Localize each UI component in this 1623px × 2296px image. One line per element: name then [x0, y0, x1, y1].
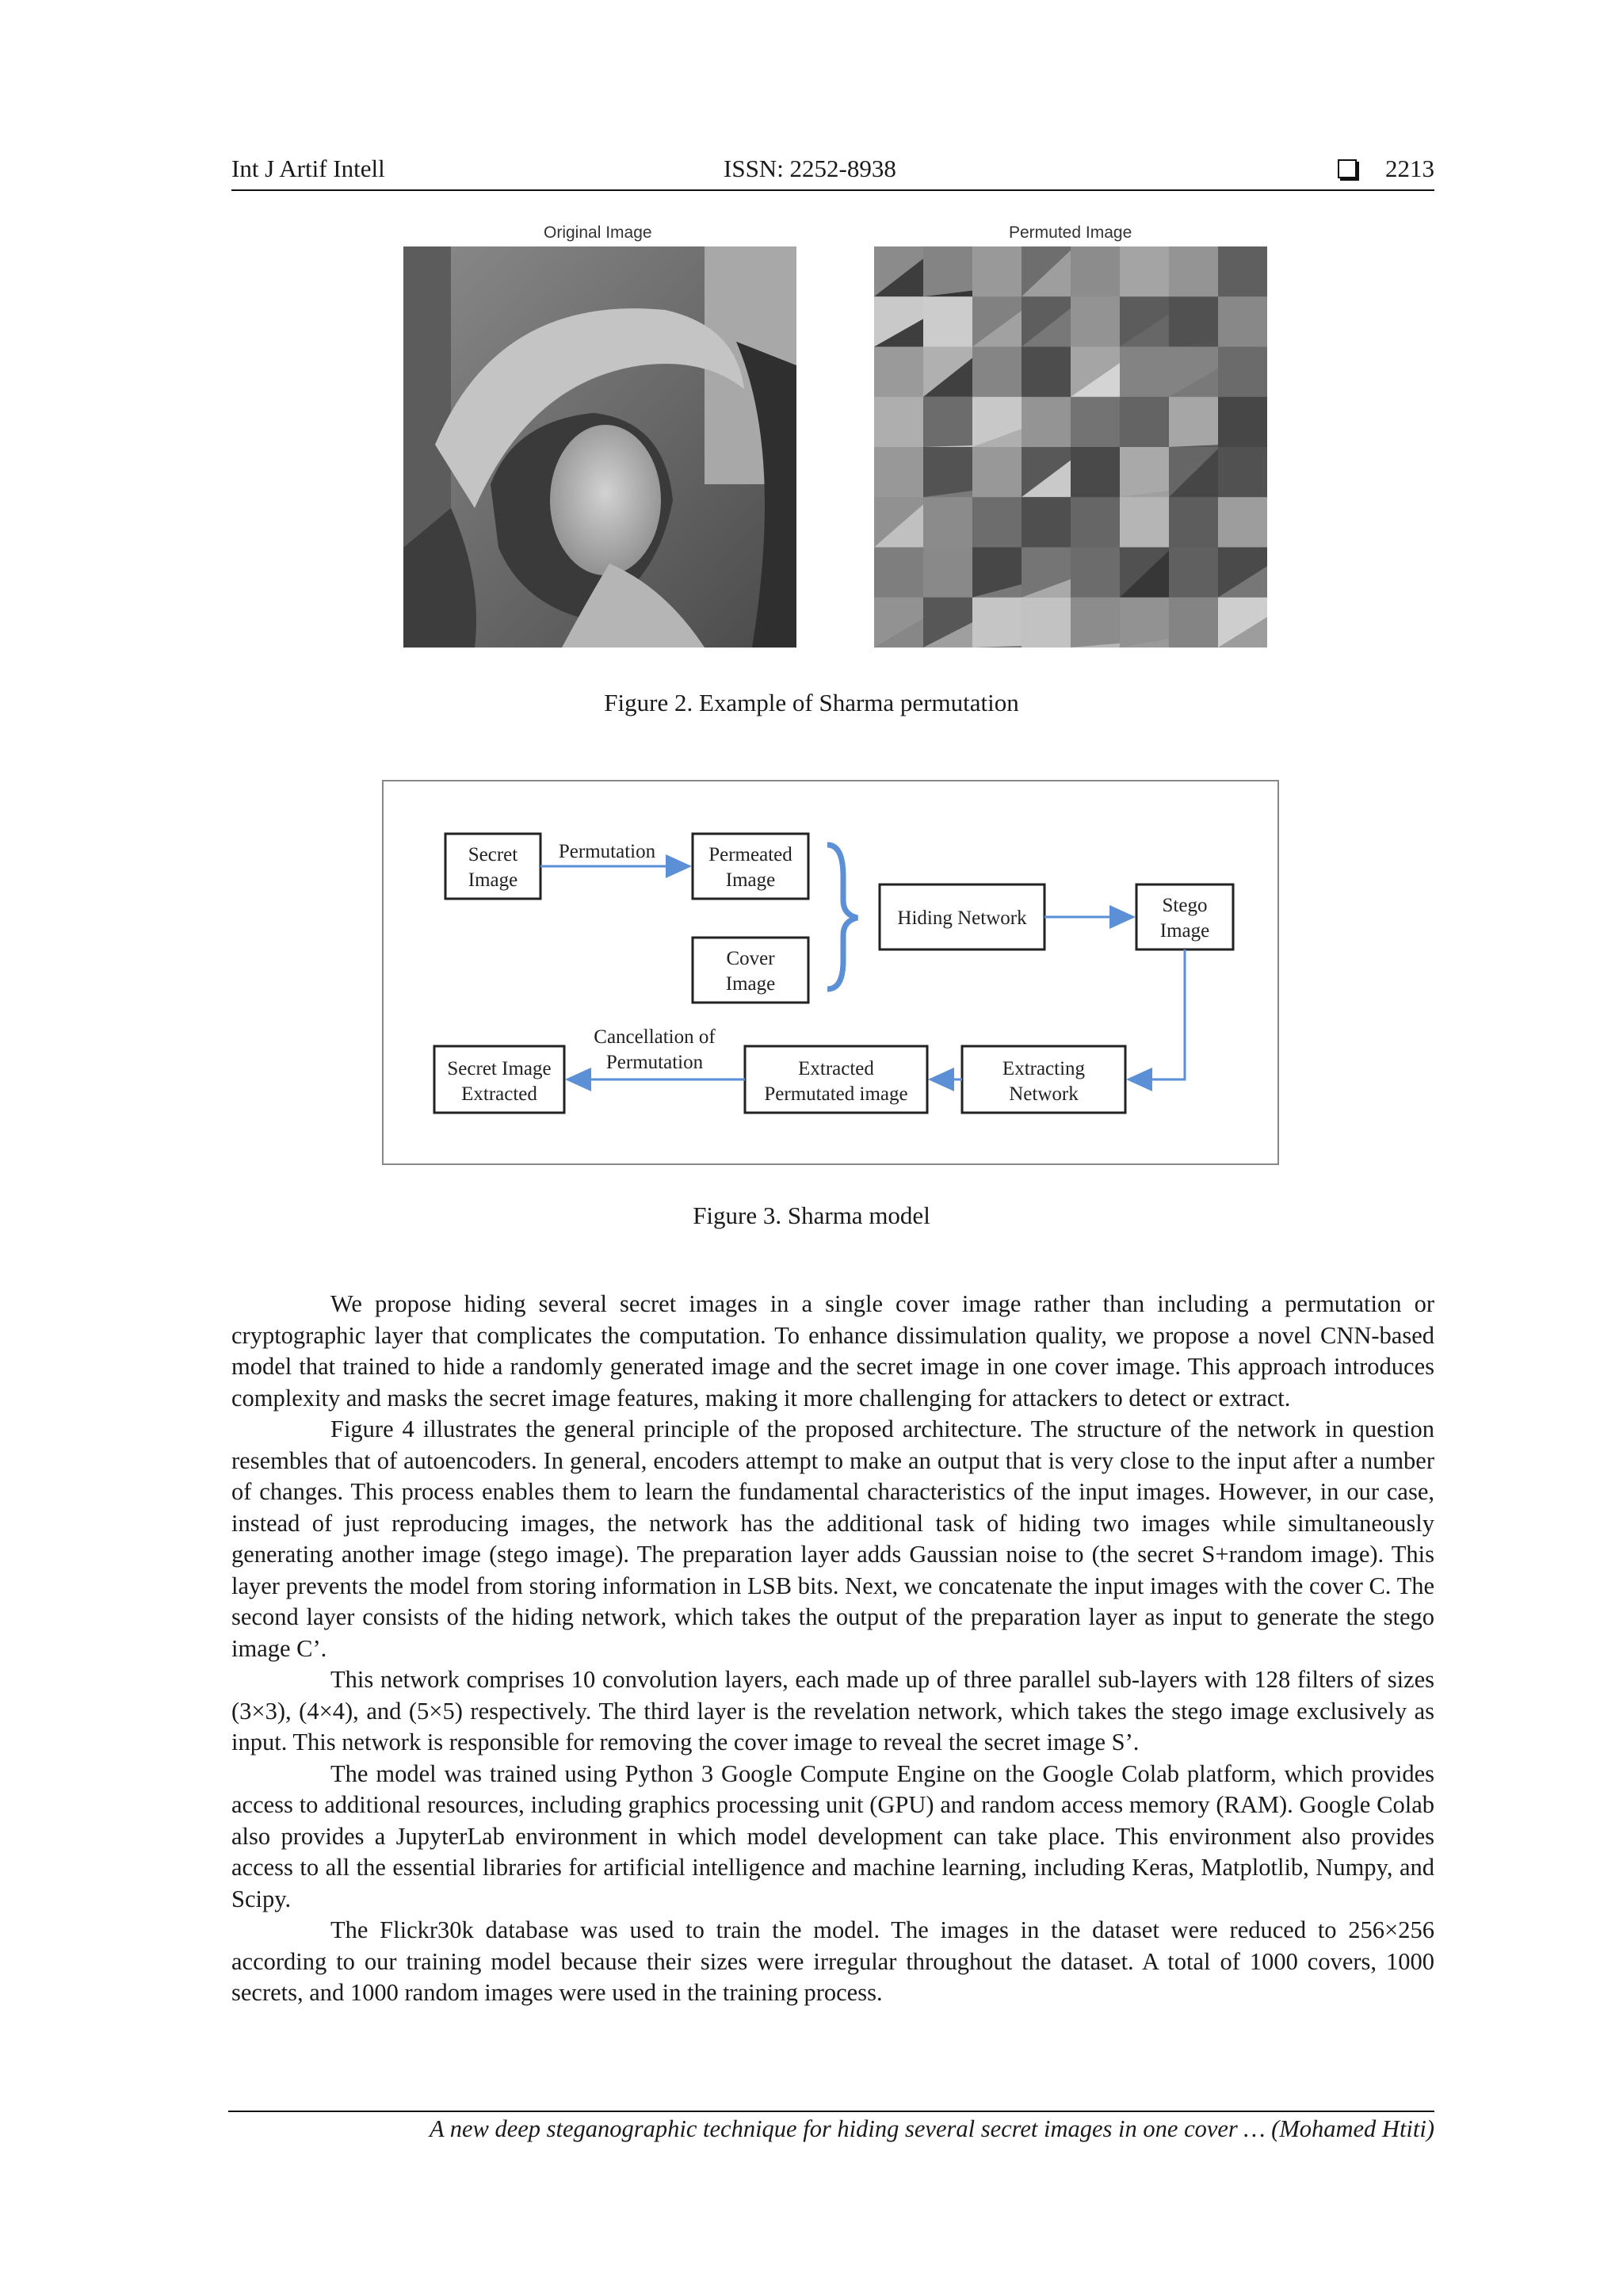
- secret-extracted-line1: Secret Image: [447, 1058, 552, 1079]
- sharma-model-diagram: [382, 780, 1279, 1165]
- permuted-image: [874, 246, 1267, 648]
- mosaic-tile: [1120, 598, 1170, 648]
- mosaic-tile: [1071, 246, 1121, 297]
- cancellation-line2: Permutation: [605, 1052, 704, 1073]
- mosaic-tile: [923, 246, 973, 297]
- mosaic-tile: [1120, 397, 1170, 448]
- figure2-caption: Figure 2. Example of Sharma permutation: [604, 689, 1019, 716]
- paragraph-2: Figure 4 illustrates the general principle of the proposed architecture. The structure of the network in question resembles that of autoencoders. In general, encoders attempt to make an output that is very close to the input after a number of changes. This process enables them to learn the fundamental characteristics of the input images. However, in our case, instead of just reproducing images, the network has the additional task of hiding two images while simultaneously generating another image (stego image). The preparation layer adds Gaussian noise to (the secret S+random image). This layer prevents the model from storing information in LSB bits. Next, we concatenate the input images with the cover C. The second layer consists of the hiding network, which takes the output of the preparation layer as input to generate the stego image C’.: [231, 1415, 1434, 1662]
- mosaic-tile: [874, 548, 924, 598]
- mosaic-tile: [1169, 598, 1219, 648]
- mosaic-tile: [1218, 447, 1267, 498]
- mosaic-tile: [1071, 397, 1121, 448]
- extracted-line1: Extracted: [798, 1058, 874, 1079]
- permuted-image-label: Permuted Image: [1009, 223, 1132, 242]
- mosaic-tile: [1022, 497, 1071, 548]
- mosaic-tile: [1071, 497, 1121, 548]
- mosaic-tile: [1120, 447, 1170, 498]
- mosaic-tile: [874, 347, 924, 398]
- mosaic-tile: [923, 397, 973, 448]
- permutation-label: Permutation: [558, 841, 656, 862]
- mosaic-tile: [972, 447, 1022, 498]
- mosaic-tile: [972, 598, 1022, 648]
- mosaic-tile: [972, 347, 1022, 398]
- mosaic-tile: [874, 447, 924, 498]
- original-image-label: Original Image: [544, 223, 652, 242]
- paragraph-4: The model was trained using Python 3 Google Compute Engine on the Google Colab platform, which provides access to additional resources, including graphics processing unit (GPU) and random access memory (RAM). Google Colab also provides a JupyterLab environment in which model development can take place. This environment also provides access to all the essential libraries for artificial intelligence and machine learning, including Keras, Matplotlib, Numpy, and Scipy.: [231, 1759, 1434, 1912]
- mosaic-tile: [874, 397, 924, 448]
- mosaic-tile: [972, 246, 1022, 297]
- mosaic-tile: [1022, 397, 1071, 448]
- mosaic-tile: [1218, 497, 1267, 548]
- permuted-image-mosaic: [874, 246, 1267, 648]
- journal-name: Int J Artif Intell: [231, 155, 385, 182]
- cover-line1: Cover: [726, 948, 775, 969]
- mosaic-tile: [1218, 246, 1267, 297]
- permeated-line1: Permeated: [708, 844, 792, 865]
- mosaic-tile: [1218, 296, 1267, 347]
- mosaic-tile: [923, 296, 973, 347]
- secret-extracted-line2: Extracted: [461, 1083, 537, 1105]
- cover-line2: Image: [725, 973, 776, 995]
- mosaic-tile: [1120, 497, 1170, 548]
- mosaic-tile: [1022, 598, 1071, 648]
- mosaic-tile: [1169, 296, 1219, 347]
- stego-line2: Image: [1159, 920, 1210, 942]
- page-number-group: [1338, 155, 1434, 183]
- mosaic-tile: [1169, 548, 1219, 598]
- stego-line1: Stego: [1162, 895, 1208, 916]
- extracting-line2: Network: [1009, 1083, 1079, 1105]
- extracting-line1: Extracting: [1002, 1058, 1086, 1079]
- mosaic-tile: [1169, 246, 1219, 297]
- page-number: 2213: [1385, 155, 1434, 182]
- paragraph-1: We propose hiding several secret images in a single cover image rather than including a permutation or cryptographic layer that complicates the computation. To enhance dissimulation quality, we propose a novel CNN-based model that trained to hide a randomly generated image and the secret image in one cover image. This approach introduces complexity and masks the secret image features, making it more challenging for attackers to detect or extract.: [231, 1290, 1434, 1412]
- extracted-line2: Permutated image: [764, 1083, 908, 1105]
- paragraph-3: This network comprises 10 convolution layers, each made up of three parallel sub-layers with 128 filters of sizes (3×3), (4×4), and (5×5) respectively. The third layer is the revelation network, which takes the stego image exclusively as input. This network is responsible for removing the cover image to reveal the secret image S’.: [231, 1666, 1434, 1755]
- secret-line1: Secret: [468, 844, 518, 865]
- checkbox-icon: [1338, 159, 1357, 178]
- merge-brace: [827, 845, 857, 989]
- mosaic-tile: [923, 447, 973, 498]
- stego-to-extracting-arrow: [1128, 949, 1185, 1079]
- mosaic-tile: [972, 497, 1022, 548]
- cancellation-line1: Cancellation of: [594, 1026, 716, 1048]
- running-header: [231, 155, 1434, 191]
- running-footer: A new deep steganographic technique for hiding several secret images in one cover … (Mohamed Htiti): [228, 2111, 1434, 2143]
- paragraph-5: The Flickr30k database was used to train the model. The images in the dataset were reduced to 256×256 according to our training model because their sizes were irregular throughout the dataset. A total of 1000 covers, 1000 secrets, and 1000 random images were used in the training process.: [231, 1916, 1434, 2006]
- figure3-caption: Figure 3. Sharma model: [693, 1201, 930, 1229]
- issn: ISSN: 2252-8938: [724, 155, 896, 182]
- mosaic-tile: [1169, 497, 1219, 548]
- mosaic-tile: [1071, 548, 1121, 598]
- mosaic-tile: [1071, 598, 1121, 648]
- secret-line2: Image: [468, 869, 518, 891]
- mosaic-tile: [1218, 397, 1267, 448]
- mosaic-tile: [1022, 347, 1071, 398]
- mosaic-tile: [1120, 246, 1170, 297]
- hiding-network-label: Hiding Network: [897, 907, 1027, 929]
- mosaic-tile: [1071, 447, 1121, 498]
- body-text: [231, 1289, 1434, 2009]
- original-image: [403, 246, 796, 648]
- mosaic-tile: [923, 497, 973, 548]
- mosaic-tile: [1120, 347, 1170, 398]
- permeated-line2: Image: [725, 869, 776, 891]
- mosaic-tile: [923, 548, 973, 598]
- original-image-drawing: [403, 246, 796, 648]
- mosaic-tile: [1071, 296, 1121, 347]
- mosaic-tile: [1169, 397, 1219, 448]
- mosaic-tile: [1218, 347, 1267, 398]
